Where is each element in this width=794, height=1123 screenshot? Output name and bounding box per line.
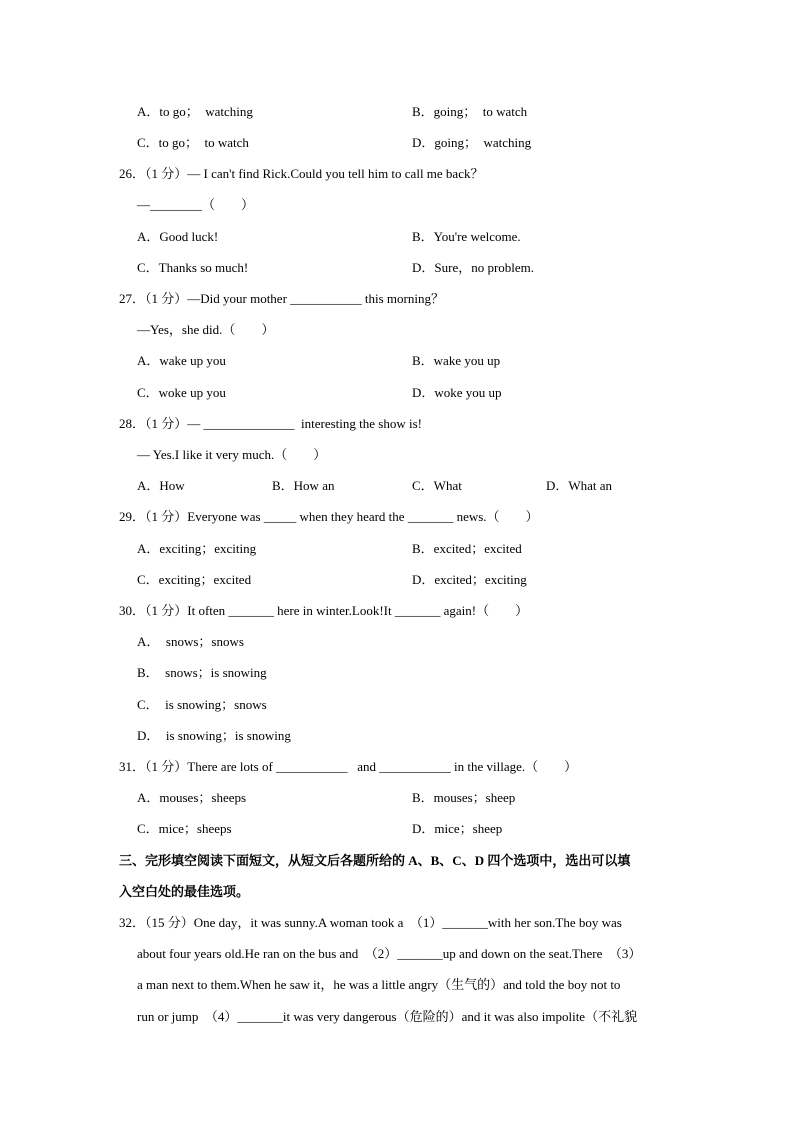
q27-option-d: D．woke you up bbox=[412, 385, 502, 400]
q26-option-d: D．Sure，no problem. bbox=[412, 260, 535, 275]
q31-stem: 31．（1 分）There are lots of ___________ and ___________ in the village.（ ） bbox=[119, 759, 578, 774]
q28-option-b: B．How an bbox=[272, 478, 335, 493]
q31-option-c: C．mice；sheeps bbox=[137, 821, 232, 836]
q32-passage-line4: run or jump （4）_______it was very dangerous（危险的）and it was also impolite（不礼貌 bbox=[137, 1009, 638, 1024]
q26-option-b: B．You're welcome. bbox=[412, 229, 521, 244]
q29-stem: 29．（1 分）Everyone was _____ when they heard the _______ news.（ ） bbox=[119, 509, 539, 524]
q30-option-b: B． snows；is snowing bbox=[137, 665, 267, 680]
q28-answer-line: — Yes.I like it very much.（ ） bbox=[137, 447, 327, 462]
q28-stem: 28．（1 分）— ______________ interesting the show is! bbox=[119, 416, 422, 431]
q31-option-b: B．mouses；sheep bbox=[412, 790, 516, 805]
section-heading-line2: 入空白处的最佳选项。 bbox=[119, 884, 250, 899]
q28-option-d: D．What an bbox=[546, 478, 613, 493]
q31-option-d: D．mice；sheep bbox=[412, 821, 503, 836]
q31-option-a: A．mouses；sheeps bbox=[137, 790, 247, 805]
q27-option-c: C．woke up you bbox=[137, 385, 226, 400]
q25-option-b: B．going； to watch bbox=[412, 104, 528, 119]
q26-stem: 26．（1 分）— I can't find Rick.Could you tell him to call me back？ bbox=[119, 166, 484, 181]
q25-option-a: A．to go； watching bbox=[137, 104, 253, 119]
q26-option-a: A．Good luck! bbox=[137, 229, 219, 244]
q27-option-a: A．wake up you bbox=[137, 353, 226, 368]
section-heading-line1: 三、完形填空阅读下面短文，从短文后各题所给的 A、B、C、D 四个选项中，选出可以填 bbox=[119, 853, 631, 868]
q29-option-c: C．exciting；excited bbox=[137, 572, 252, 587]
q29-option-b: B．excited；excited bbox=[412, 541, 522, 556]
q28-option-c: C．What bbox=[412, 478, 462, 493]
q28-option-a: A．How bbox=[137, 478, 185, 493]
q30-stem: 30．（1 分）It often _______ here in winter.Look!It _______ again!（ ） bbox=[119, 603, 529, 618]
q32-passage-line1: 32．（15 分）One day，it was sunny.A woman took a （1）_______with her son.The boy was bbox=[119, 915, 622, 930]
q25-option-c: C．to go； to watch bbox=[137, 135, 249, 150]
q26-answer-line: —________（ ） bbox=[137, 197, 255, 212]
q30-option-d: D． is snowing；is snowing bbox=[137, 728, 291, 743]
q32-passage-line3: a man next to them.When he saw it，he was a little angry（生气的）and told the boy not to bbox=[137, 977, 621, 992]
q30-option-c: C． is snowing；snows bbox=[137, 697, 267, 712]
q27-option-b: B．wake you up bbox=[412, 353, 501, 368]
q32-passage-line2: about four years old.He ran on the bus and （2）_______up and down on the seat.There （3） bbox=[137, 946, 642, 961]
q27-answer-line: —Yes，she did.（ ） bbox=[137, 322, 275, 337]
q30-option-a: A． snows；snows bbox=[137, 634, 244, 649]
q29-option-a: A．exciting；exciting bbox=[137, 541, 257, 556]
q29-option-d: D．excited；exciting bbox=[412, 572, 527, 587]
q27-stem: 27．（1 分）—Did your mother ___________ this morning？ bbox=[119, 291, 444, 306]
q26-option-c: C．Thanks so much! bbox=[137, 260, 249, 275]
q25-option-d: D．going； watching bbox=[412, 135, 532, 150]
